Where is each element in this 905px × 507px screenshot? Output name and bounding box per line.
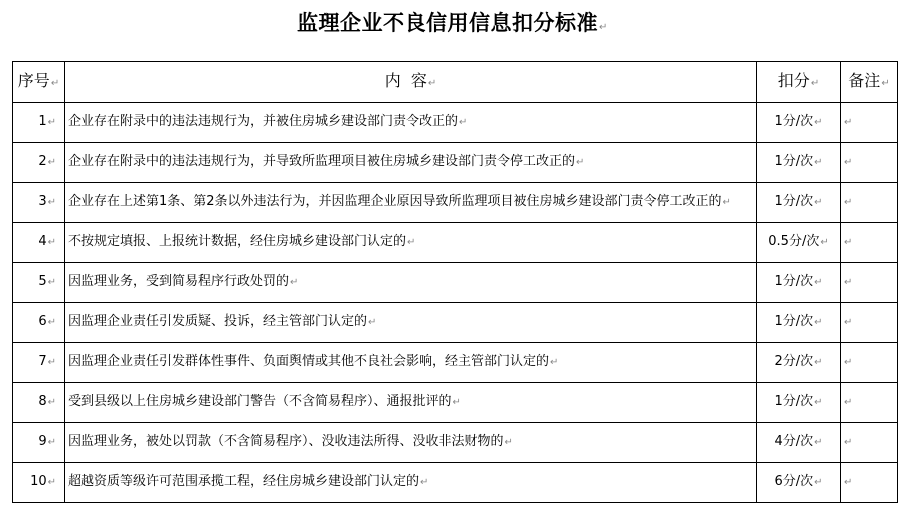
paragraph-mark-icon: ↵ [50,77,60,89]
paragraph-mark-icon: ↵ [844,397,853,408]
cell-note [841,103,898,143]
cell-no-text: 5 [38,274,47,289]
paragraph-mark-icon: ↵ [47,117,56,128]
cell-note [841,423,898,463]
cell-no [13,423,65,463]
cell-note [841,463,898,503]
deduction-standard-table [12,61,898,503]
paragraph-mark-icon: ↵ [844,317,853,328]
paragraph-mark-icon: ↵ [47,317,56,328]
paragraph-mark-icon: ↵ [820,237,829,248]
paragraph-mark-icon: ↵ [420,477,429,488]
cell-no-text: 1 [38,114,47,129]
cell-no-text: 6 [38,314,47,329]
cell-note [841,263,898,303]
cell-note [841,343,898,383]
page-title [0,6,905,45]
table-row [13,343,898,383]
cell-score-text: 1分/次 [774,274,814,289]
paragraph-mark-icon: ↵ [459,117,468,128]
paragraph-mark-icon: ↵ [290,277,299,288]
paragraph-mark-icon: ↵ [599,22,608,33]
cell-score [757,103,841,143]
paragraph-mark-icon: ↵ [814,277,823,288]
paragraph-mark-icon: ↵ [844,477,853,488]
paragraph-mark-icon: ↵ [814,197,823,208]
paragraph-mark-icon: ↵ [47,157,56,168]
cell-content [65,103,757,143]
cell-content-text: 超越资质等级许可范围承揽工程，经住房城乡建设部门认定的 [68,474,420,489]
paragraph-mark-icon: ↵ [550,357,559,368]
cell-note [841,143,898,183]
paragraph-mark-icon: ↵ [844,237,853,248]
paragraph-mark-icon: ↵ [844,117,853,128]
cell-no-text: 9 [38,434,47,449]
cell-no-text: 2 [38,154,47,169]
cell-no-text: 4 [38,234,47,249]
header-no: 序号↵ [13,62,65,103]
cell-no [13,183,65,223]
cell-content-text: 企业存在上述第1条、第2条以外违法行为，并因监理企业原因导致所监理项目被住房城乡建设部门责令停工改正的 [68,194,722,209]
paragraph-mark-icon: ↵ [576,157,585,168]
cell-content [65,183,757,223]
paragraph-mark-icon: ↵ [844,157,853,168]
table-row [13,263,898,303]
paragraph-mark-icon: ↵ [814,117,823,128]
paragraph-mark-icon: ↵ [47,197,56,208]
cell-content-text: 因监理业务，受到简易程序行政处罚的 [68,274,290,289]
paragraph-mark-icon: ↵ [427,77,437,89]
cell-no-text: 3 [38,194,47,209]
paragraph-mark-icon: ↵ [814,317,823,328]
paragraph-mark-icon: ↵ [47,437,56,448]
cell-score-text: 1分/次 [774,314,814,329]
cell-score-text: 1分/次 [774,154,814,169]
header-note: 备注↵ [841,62,898,103]
paragraph-mark-icon: ↵ [844,357,853,368]
paragraph-mark-icon: ↵ [47,277,56,288]
header-score: 扣分↵ [757,62,841,103]
table-row [13,463,898,503]
paragraph-mark-icon: ↵ [47,397,56,408]
cell-score [757,223,841,263]
cell-no-text: 8 [38,394,47,409]
cell-score [757,183,841,223]
cell-no [13,463,65,503]
table-row [13,103,898,143]
paragraph-mark-icon: ↵ [844,277,853,288]
cell-content-text: 因监理业务，被处以罚款（不含简易程序）、没收违法所得、没收非法财物的 [68,434,504,449]
paragraph-mark-icon: ↵ [47,477,56,488]
table-header-row [13,62,898,103]
paragraph-mark-icon: ↵ [407,237,416,248]
cell-content [65,463,757,503]
cell-no [13,303,65,343]
cell-score [757,303,841,343]
cell-no [13,383,65,423]
paragraph-mark-icon: ↵ [814,397,823,408]
table-row [13,223,898,263]
cell-content-text: 因监理企业责任引发质疑、投诉，经主管部门认定的 [68,314,368,329]
table-row [13,143,898,183]
paragraph-mark-icon: ↵ [722,197,731,208]
cell-no [13,343,65,383]
paragraph-mark-icon: ↵ [368,317,377,328]
cell-content-text: 企业存在附录中的违法违规行为，并被住房城乡建设部门责令改正的 [68,114,459,129]
cell-content-text: 不按规定填报、上报统计数据，经住房城乡建设部门认定的 [68,234,407,249]
paragraph-mark-icon: ↵ [47,357,56,368]
cell-note [841,183,898,223]
paragraph-mark-icon: ↵ [814,357,823,368]
cell-score [757,263,841,303]
cell-score-text: 6分/次 [774,474,814,489]
paragraph-mark-icon: ↵ [814,157,823,168]
cell-score-text: 1分/次 [774,194,814,209]
cell-note [841,303,898,343]
cell-content [65,343,757,383]
cell-no [13,103,65,143]
paragraph-mark-icon: ↵ [844,197,853,208]
cell-content [65,303,757,343]
page-title-text: 监理企业不良信用信息扣分标准 [297,11,599,35]
paragraph-mark-icon: ↵ [452,397,461,408]
paragraph-mark-icon: ↵ [810,77,820,89]
table-row [13,183,898,223]
cell-score-text: 2分/次 [774,354,814,369]
cell-score [757,463,841,503]
cell-no [13,263,65,303]
cell-score [757,143,841,183]
cell-no-text: 10 [30,474,47,489]
table-row [13,303,898,343]
paragraph-mark-icon: ↵ [814,477,823,488]
cell-content-text: 受到县级以上住房城乡建设部门警告（不含简易程序）、通报批评的 [68,394,452,409]
cell-note [841,223,898,263]
table-row [13,423,898,463]
cell-score-text: 1分/次 [774,394,814,409]
paragraph-mark-icon: ↵ [881,77,890,89]
cell-content [65,423,757,463]
cell-score-text: 0.5分/次 [768,234,820,249]
cell-content [65,383,757,423]
cell-note [841,383,898,423]
cell-content [65,143,757,183]
cell-score [757,423,841,463]
cell-score-text: 1分/次 [774,114,814,129]
cell-score [757,383,841,423]
cell-content [65,263,757,303]
cell-score-text: 4分/次 [774,434,814,449]
paragraph-mark-icon: ↵ [504,437,513,448]
paragraph-mark-icon: ↵ [47,237,56,248]
cell-no-text: 7 [38,354,47,369]
cell-content-text: 企业存在附录中的违法违规行为，并导致所监理项目被住房城乡建设部门责令停工改正的 [68,154,576,169]
table-row [13,383,898,423]
cell-content-text: 因监理企业责任引发群体性事件、负面舆情或其他不良社会影响，经主管部门认定的 [68,354,550,369]
header-content: 内 容↵ [65,62,757,103]
cell-content [65,223,757,263]
cell-no [13,223,65,263]
cell-no [13,143,65,183]
cell-score [757,343,841,383]
paragraph-mark-icon: ↵ [844,437,853,448]
paragraph-mark-icon: ↵ [814,437,823,448]
